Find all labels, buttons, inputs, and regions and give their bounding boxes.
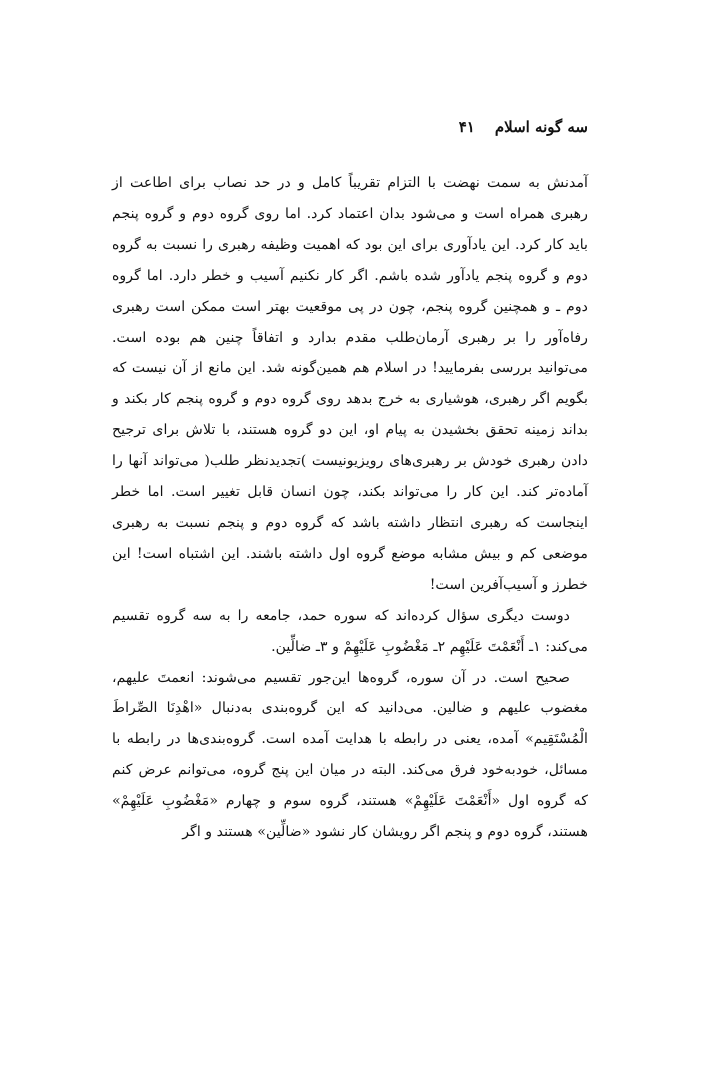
body-text	[112, 168, 588, 848]
running-head	[459, 118, 588, 136]
paragraph-1: آمدنش به سمت نهضت با التزام تقریباً کامل و در حد نصاب برای اطاعت از رهبری همراه است و می‌شود بدان اعتماد کرد. اما روی گروه دوم و گروه پنجم باید کار کرد. این یادآوری برای این بود که اهمیت وظیفه رهبری را نسبت به گروه دوم و گروه پنجم یادآور شده باشم. اگر کار نکنیم آسیب و خطر دارد. اما گروه دوم ـ و همچنین گروه پنجم، چون در پی موقعیت بهتر است ممکن است رهبری رفاه‌آور را بر رهبری آرمان‌طلب مقدم بدارد و اتفاقاً چنین هم بوده است. می‌توانید بررسی بفرمایید! در اسلام هم همین‌گونه شد. این مانع از آن نیست که بگویم اگر رهبری، هوشیاری به خرج بدهد روی گروه دوم و گروه پنجم کار بکند و بداند زمینه تحقق بخشیدن به پیام او، این دو گروه هستند، با تلاش برای ترجیح دادن رهبری خودش بر رهبری‌های رویزیونیست )تجدیدنظر طلب( می‌تواند آنها را آماده‌تر کند. این کار را می‌تواند بکند، چون انسان قابل تغییر است. اما خطر اینجاست که رهبری انتظار داشته باشد که گروه دوم و پنجم نسبت به رهبری موضعی کم و بیش مشابه موضع گروه اول داشته باشند. این اشتباه است! این خطرز و آسیب‌آفرین است!	[112, 175, 588, 593]
page-number: ۴۱	[458, 118, 475, 136]
paragraph-3: صحیح است. در آن سوره، گروه‌ها این‌جور تقسیم می‌شوند: انعمتَ علیهم، مغضوب علیهم و ضالین. می‌دانید که این گروه‌بندی به‌دنبال «اهْدِنَا الصِّراطَ الْمُسْتَقِيم» آمده، یعنی در رابطه با هدایت آمده است. گروه‌بندی‌ها در رابطه با مسائل، خودبه‌خود فرق می‌کند. البته در میان این پنج گروه، می‌توانم عرض کنم که گروه اول «أَنْعَمْتَ عَلَيْهِمْ» هستند، گروه سوم و چهارم «مَغْضُوبِ عَلَيْهِمْ» هستند، گروه دوم و پنجم اگر رویشان کار نشود «ضالِّين» هستند و اگر	[112, 669, 588, 841]
running-head-title: سه گونه اسلام	[494, 118, 588, 136]
paragraph-2: دوست دیگری سؤال کرده‌اند که سوره حمد، جامعه را به سه گروه تقسیم می‌کند: ۱ـ أَنْعَمْتَ عَلَيْهِم ۲ـ مَغْضُوبِ عَلَيْهِمْ و ۳ـ ضالِّين.	[112, 607, 588, 655]
